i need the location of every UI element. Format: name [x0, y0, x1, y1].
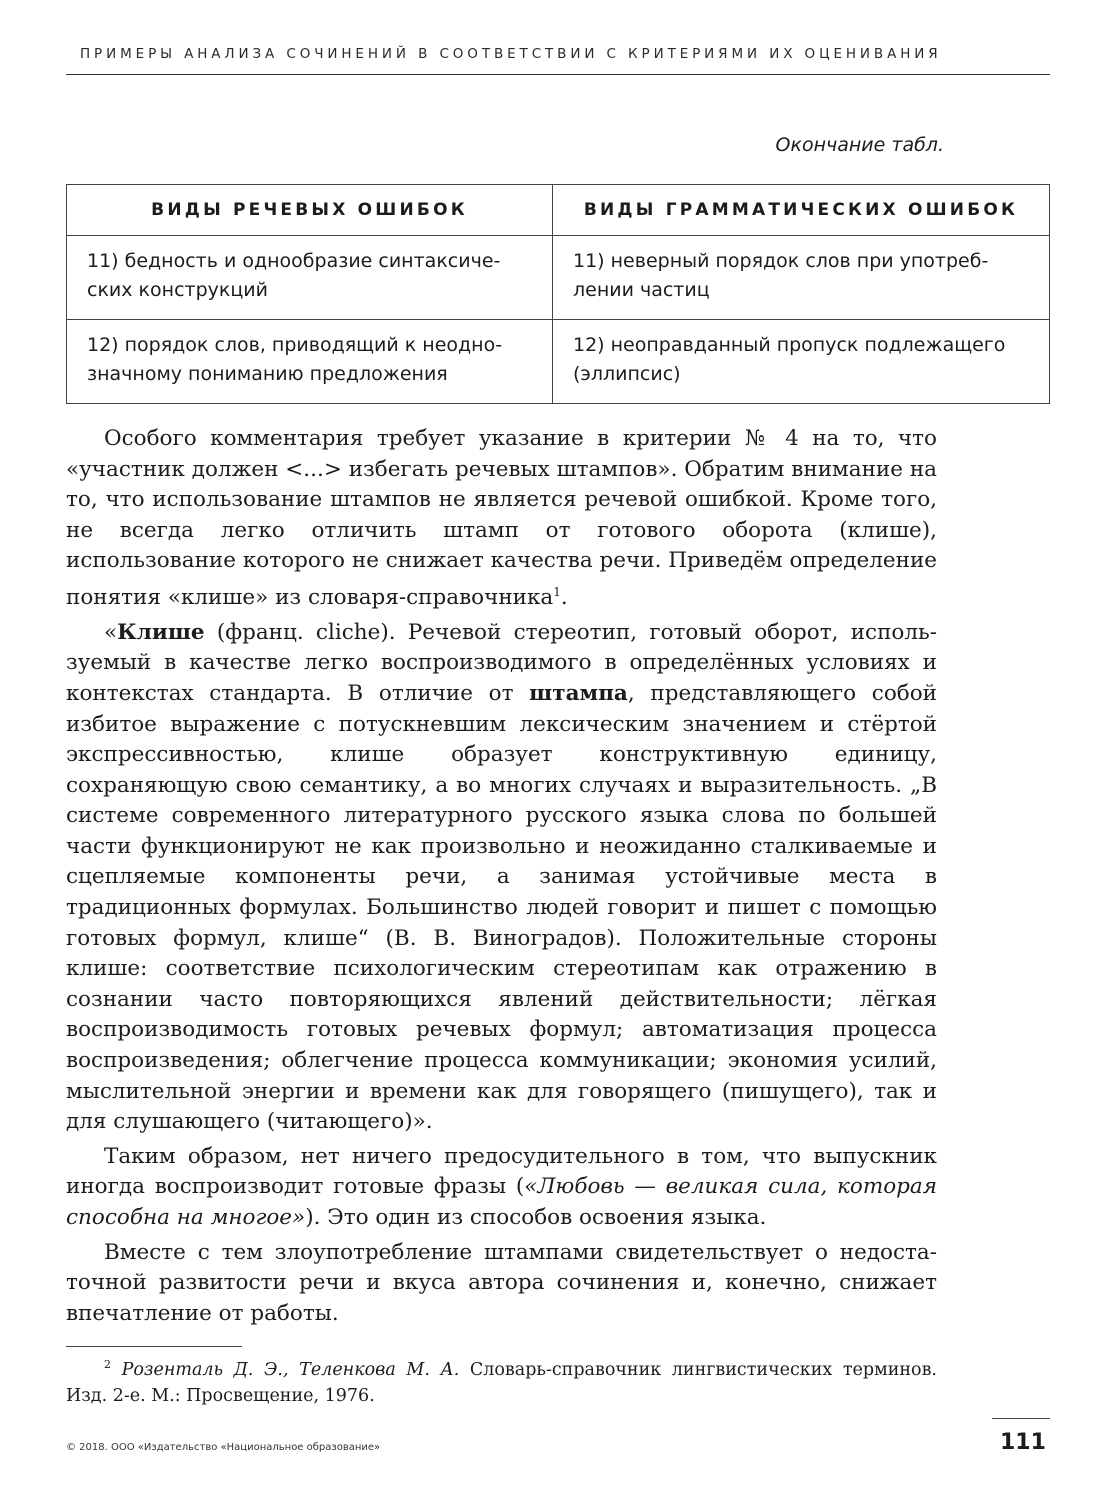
page-number-rule — [992, 1418, 1050, 1419]
paragraph-criterion-comment — [66, 424, 937, 614]
paragraph-text-end: ). Это один из способов освоения языка. — [305, 1205, 767, 1230]
paragraph-conclusion — [66, 1142, 937, 1234]
footnote-authors: Розенталь Д. Э., Теленкова М. А. — [121, 1359, 460, 1380]
example-quote: «Любовь — великая сила, которая способна на многое» — [66, 1174, 937, 1230]
footnote-mark: 2 — [104, 1358, 111, 1371]
paragraph-cliche-definition — [66, 618, 937, 1138]
paragraph-end: . — [560, 585, 568, 611]
definition-text: (франц. cliche). Речевой стереотип, готовый оборот, используемый в качестве легко воспроизводимого в определённых условиях и контекстах стандарта. В отличие от — [66, 619, 937, 706]
paragraph-text: Таким образом, нет ничего предосудительного в том, что выпускник иногда воспроизводит готовые фразы ( — [66, 1143, 937, 1200]
table-cell: 12) неоправданный пропуск подлежащего (эллипсис) — [553, 320, 1050, 404]
paragraph-abuse — [66, 1238, 937, 1330]
header-speech-errors: ВИДЫ РЕЧЕВЫХ ОШИБОК — [67, 185, 553, 236]
main-text — [66, 424, 937, 1333]
header-rule — [66, 74, 1050, 75]
table-header-row — [67, 185, 1050, 236]
error-types-table — [66, 184, 1050, 404]
table-cell: 11) неверный порядок слов при употреблении частиц — [553, 236, 1050, 320]
table-row — [67, 236, 1050, 320]
running-title: ПРИМЕРЫ АНАЛИЗА СОЧИНЕНИЙ В СООТВЕТСТВИИ С КРИТЕРИЯМИ ИХ ОЦЕНИВАНИЯ — [80, 46, 942, 62]
copyright: © 2018. ООО «Издательство «Национальное образование» — [66, 1442, 381, 1453]
page-number: 111 — [1000, 1430, 1046, 1455]
quote-open: « — [104, 619, 118, 645]
table-cell: 11) бедность и однообразие синтаксических конструкций — [67, 236, 553, 320]
footnote-rule — [66, 1346, 242, 1347]
paragraph-text: Вместе с тем злоупотребление штампами свидетельствует о недостаточной развитости речи и вкуса автора сочинения и, конечно, снижает впечатление от работы. — [66, 1239, 937, 1326]
header-grammar-errors: ВИДЫ ГРАММАТИЧЕСКИХ ОШИБОК — [553, 185, 1050, 236]
term-cliche: Клише — [117, 619, 205, 645]
table-caption: Окончание табл. — [775, 134, 944, 156]
definition-text-cont: , представляющего собой избитое выражение с потускневшим лексическим значением и стёртой экспрессивностью, клише образует конструктивную единицу, сохраняющую свою семантику, а во многих случаях и выразительность. „В системе современного литературного русского языка слова по большей части функционируют не как произвольно и неожиданно сталкиваемые и сцепляемые компоненты речи, а занимая устойчивые места в традиционных формулах. Большинство людей говорит и пишет с помощью готовых формул, клише“ (В. В. Виноградов). Положительные стороны клише: соответствие психологическим стереотипам как отражению в сознании часто повторяющихся явлений действительности; лёгкая воспроизводимость готовых речевых формул; автоматизация процесса воспроизведения; облегчение процесса коммуникации; экономия усилий, мыслительной энергии и времени как для говорящего (пишущего), так и для слушающего (читающего)». — [66, 680, 937, 1135]
paragraph-text: Особого комментария требует указание в критерии № 4 на то, что «участник должен <...> избегать речевых штампов». Обратим внимание на то, что использование штампов не является речевой ошибкой. Кроме того, не всегда легко отличить штамп от готового оборота (клише), использование которого не снижает качества речи. Приведём определение понятия «клише» из словаря-справочника — [66, 426, 937, 611]
table-cell: 12) порядок слов, приводящий к неоднозначному пониманию предложения — [67, 320, 553, 404]
table-row — [67, 320, 1050, 404]
footnote-text: Словарь-справочник лингвистических терминов. Изд. 2-е. М.: Просвещение, 1976. — [66, 1359, 937, 1406]
footnote — [66, 1352, 937, 1409]
term-stamp: штампа — [529, 680, 628, 706]
footnote-ref: 1 — [553, 584, 561, 599]
